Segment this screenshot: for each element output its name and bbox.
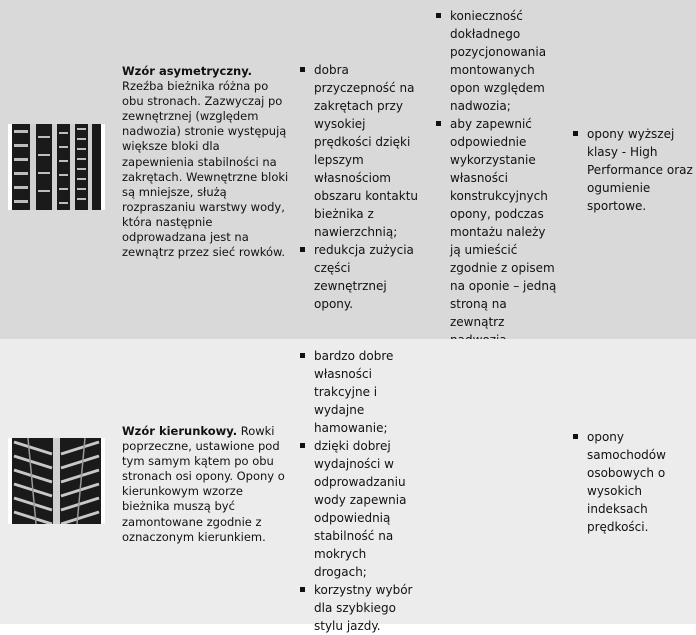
list-item: aby zapewnić odpowiednie wykorzystanie własności konstrukcyjnych opony, podczas montażu należy ją umieścić zgodnie z opisem na oponie – jedną stroną na zewnątrz xyxy=(436,115,558,349)
pattern-title: Wzór asymetryczny. xyxy=(122,64,253,78)
pattern-description-text: Rzeźba bieżnika różna po obu stronach. Zazwyczaj po zewnętrznej (względem nadwozia) stronie występują większe bloki dla zapewnienia stabilności na zakrętach. Wewnętrzne bloki są mniejsze, służą rozpraszaniu warstwy wody, która następnie odprowadzana jest na zewnątrz przez sieć rowków. xyxy=(122,79,289,260)
pattern-description xyxy=(122,424,290,545)
list-item: opony wyższej klasy - High Performance oraz ogumienie sportowe. xyxy=(573,125,693,215)
list-item: dobra przyczepność na zakrętach przy wysokiej prędkości dzięki lepszym własnościom obszaru kontaktu bieżnika z nawierzchnią; xyxy=(300,61,422,241)
table-row-directional xyxy=(0,339,696,633)
directional-tread-image xyxy=(8,438,105,524)
pattern-description xyxy=(122,64,290,260)
disadvantages-list xyxy=(436,7,558,349)
usage-list xyxy=(573,125,693,215)
pattern-description-text: Rowki poprzeczne, ustawione pod tym samym kątem po obu stronach osi opony. Opony o kierunkowym wzorze bieżnika muszą być zamontowane zgodnie z oznaczonym kierunkiem. xyxy=(122,424,285,544)
list-item: bardzo dobre własności trakcyjne i wydajne hamowanie; xyxy=(300,347,422,437)
list-item: korzystny wybór dla szybkiego stylu jazdy. xyxy=(300,581,422,635)
list-item: dzięki dobrej wydajności w odprowadzaniu wody zapewnia odpowiednią stabilność na mokrych drogach; xyxy=(300,437,422,581)
advantages-list xyxy=(300,61,422,313)
pattern-title: Wzór kierunkowy. xyxy=(122,424,238,438)
list-item: redukcja zużycia części zewnętrznej opony. xyxy=(300,241,422,313)
advantages-list xyxy=(300,347,422,635)
list-item: opony samochodów osobowych o wysokich indeksach prędkości. xyxy=(573,428,693,536)
usage-list xyxy=(573,428,693,536)
asymmetric-tread-image xyxy=(8,124,105,210)
list-item: konieczność dokładnego pozycjonowania montowanych opon względem nadwozia; xyxy=(436,7,558,115)
